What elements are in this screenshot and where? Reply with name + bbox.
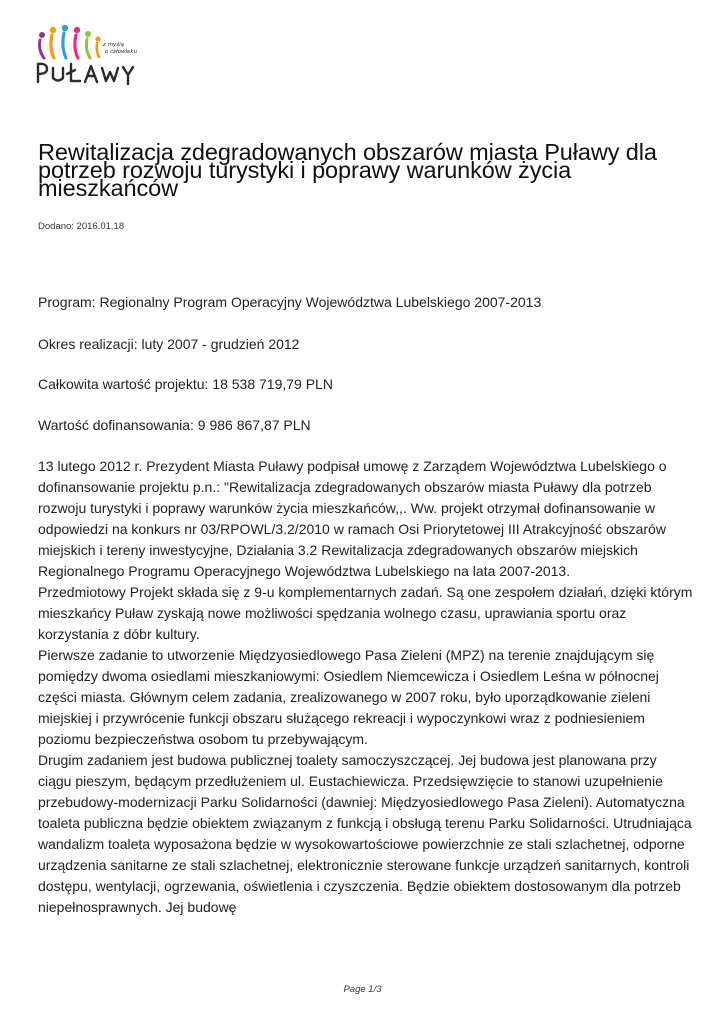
logo-wordmark-icon	[38, 64, 133, 84]
pulawy-logo	[30, 20, 145, 90]
logo-figures-icon	[39, 25, 101, 58]
page-number: Page 1/3	[343, 984, 382, 995]
funding-line: Wartość dofinansowania: 9 986 867,87 PLN	[38, 417, 311, 433]
body-paragraph: 13 lutego 2012 r. Prezydent Miasta Puławy podpisał umowę z Zarządem Województwa Lubelskiego o dofinansowanie projektu p.n.: "Rewitalizacja zdegradowanych obszarów miasta Puławy dla potrzeb rozwoju turystyki i poprawy warunków życia mieszkańców,,. Ww. projekt otrzymał dofinansowanie w odpowiedzi na konkurs nr 03/RPOWL/3.2/2010 w ramach Osi Priorytetowej III Atrakcyjność obszarów miejskich i tereny inwestycyjne, Działania 3.2 Rewitalizacja zdegradowanych obszarów miejskich Regionalnego Programu Operacyjnego Województwa Lubelskiego na lata 2007-2013.	[38, 458, 667, 579]
body-paragraph: Pierwsze zadanie to utworzenie Międzyosiedlowego Pasa Zieleni (MPZ) na terenie znajdującym się pomiędzy dwoma osiedlami mieszkaniowymi: Osiedlem Niemcewicza i Osiedlem Leśna w północnej części miasta. Głównym celem zadania, zrealizowanego w 2007 roku, było uporządkowanie zieleni miejskiej i przywrócenie funkcji obszaru służącego rekreacji i wypoczynkowi wraz z podniesieniem poziomu bezpieczeństwa osobom tu przebywającym.	[38, 647, 659, 747]
svg-text:o człowieku: o człowieku	[105, 49, 138, 55]
article-title: Rewitalizacja zdegradowanych obszarów miasta Puławy dla potrzeb rozwoju turystyki i poprawy warunków życia mieszkańców	[38, 139, 657, 201]
article-body	[38, 456, 693, 918]
publish-date: Dodano: 2016.01.18	[38, 221, 125, 232]
body-paragraph: Drugim zadaniem jest budowa publicznej toalety samoczyszczącej. Jej budowa jest planowana przy ciągu pieszym, będącym przedłużeniem ul. Eustachiewicza. Przedsięwzięcie to stanowi uzupełnienie przebudowy-modernizacji Parku Solidarności (dawniej: Międzyosiedlowego Pasa Zieleni). Automatyczna toaleta publiczna będzie obiektem związanym z funkcją i obsługą terenu Parku Solidarności. Utrudniająca wandalizm toaleta wyposażona będzie w wysokowartościowe powierzchnie ze stali szlachetnej, odporne urządzenia sanitarne ze stali szlachetnej, elektronicznie sterowane funkcje urządzeń sanitarnych, kontroli dostępu, wentylacji, ogrzewania, oświetlenia i czyszczenia. Będzie obiektem dostosowanym dla potrzeb niepełnosprawnych. Jej budowę	[38, 752, 692, 915]
svg-text:z myślą: z myślą	[103, 42, 125, 48]
total-value-line: Całkowita wartość projektu: 18 538 719,79 PLN	[38, 376, 333, 392]
body-paragraph: Przedmiotowy Projekt składa się z 9-u komplementarnych zadań. Są one zespołem działań, dzięki którym mieszkańcy Puław zyskają nowe możliwości spędzania wolnego czasu, uprawiania sportu oraz korzystania z dóbr kultury.	[38, 584, 693, 642]
program-line: Program: Regionalny Program Operacyjny Województwa Lubelskiego 2007-2013	[38, 294, 542, 310]
period-line: Okres realizacji: luty 2007 - grudzień 2012	[38, 336, 300, 352]
